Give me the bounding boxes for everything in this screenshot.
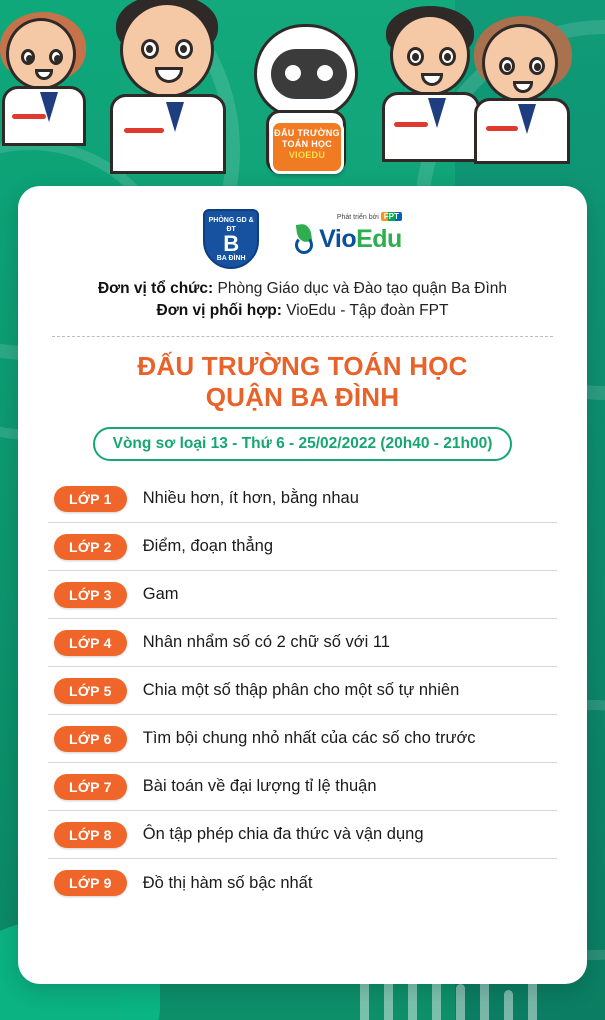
grade-topic-list bbox=[48, 475, 557, 907]
logo-row bbox=[48, 208, 557, 270]
fpt-tagline-text: Phát triển bởi bbox=[336, 214, 379, 221]
robot-head bbox=[254, 24, 358, 118]
list-item bbox=[48, 715, 557, 763]
organizer-block bbox=[48, 280, 557, 320]
vioedu-wordmark bbox=[319, 225, 402, 254]
grade-topic: Nhiều hơn, ít hơn, bằng nhau bbox=[142, 489, 359, 507]
list-item bbox=[48, 571, 557, 619]
grade-topic: Chia một số thập phân cho một số tự nhiên bbox=[142, 681, 460, 699]
seal-letter: B bbox=[223, 230, 240, 256]
grade-topic: Điểm, đoạn thẳng bbox=[142, 537, 274, 555]
grade-chip: LỚP 8 bbox=[54, 822, 127, 848]
ba-dinh-seal-icon bbox=[203, 209, 259, 269]
page-title-line-1: ĐẤU TRƯỜNG TOÁN HỌC bbox=[137, 351, 468, 381]
content-card bbox=[18, 186, 587, 984]
fpt-logo-icon: FPT bbox=[381, 212, 402, 221]
organizer-partner-label: Đơn vị phối hợp: bbox=[156, 302, 282, 319]
list-item bbox=[48, 811, 557, 859]
vioedu-logo bbox=[293, 212, 402, 254]
grade-topic: Tìm bội chung nhỏ nhất của các số cho trước bbox=[142, 729, 476, 747]
grade-chip: LỚP 4 bbox=[54, 630, 127, 656]
organizer-host-label: Đơn vị tổ chức: bbox=[97, 280, 214, 297]
student-illustration-2 bbox=[120, 2, 214, 98]
grade-topic: Nhân nhẩm số có 2 chữ số với 11 bbox=[142, 633, 390, 651]
grade-topic: Đồ thị hàm số bậc nhất bbox=[142, 873, 313, 892]
robot-mascot bbox=[246, 24, 366, 174]
grade-chip: LỚP 9 bbox=[54, 870, 127, 896]
divider bbox=[52, 336, 553, 337]
vioedu-mark-icon bbox=[293, 224, 315, 254]
grade-chip: LỚP 7 bbox=[54, 774, 127, 800]
badge-line-1: ĐẤU TRƯỜNG bbox=[274, 128, 340, 138]
round-badge: Vòng sơ loại 13 - Thứ 6 - 25/02/2022 (20h40 - 21h00) bbox=[93, 427, 513, 461]
seal-top-text: PHÒNG GD & ĐT bbox=[208, 216, 254, 233]
student-illustration-1 bbox=[6, 18, 76, 90]
page-title-line-2: QUẬN BA ĐÌNH bbox=[205, 382, 400, 412]
student-illustration-3 bbox=[390, 14, 470, 96]
student-illustration-4 bbox=[482, 24, 558, 102]
vioedu-vio: Vio bbox=[319, 225, 357, 253]
badge-line-3: VIOEDU bbox=[288, 150, 326, 160]
event-logo-badge bbox=[270, 120, 344, 174]
grade-chip: LỚP 1 bbox=[54, 486, 127, 512]
organizer-partner-row bbox=[48, 302, 557, 320]
grade-topic: Bài toán về đại lượng tỉ lệ thuận bbox=[142, 777, 377, 795]
organizer-host-row bbox=[48, 280, 557, 298]
list-item bbox=[48, 619, 557, 667]
list-item bbox=[48, 523, 557, 571]
page-title bbox=[48, 351, 557, 413]
fpt-tagline bbox=[337, 212, 402, 221]
organizer-partner-value: VioEdu - Tập đoàn FPT bbox=[286, 302, 449, 319]
list-item bbox=[48, 475, 557, 523]
list-item bbox=[48, 667, 557, 715]
list-item bbox=[48, 859, 557, 907]
grade-chip: LỚP 3 bbox=[54, 582, 127, 608]
grade-topic: Ôn tập phép chia đa thức và vận dụng bbox=[142, 825, 424, 843]
hero-illustration bbox=[0, 0, 605, 210]
organizer-host-value: Phòng Giáo dục và Đào tạo quận Ba Đình bbox=[217, 280, 508, 297]
robot-face bbox=[271, 49, 347, 99]
grade-topic: Gam bbox=[142, 585, 179, 603]
badge-line-2: TOÁN HỌC bbox=[281, 139, 333, 149]
list-item bbox=[48, 763, 557, 811]
seal-sub-text: BA ĐÌNH bbox=[216, 254, 246, 262]
grade-chip: LỚP 2 bbox=[54, 534, 127, 560]
vioedu-edu: Edu bbox=[356, 225, 402, 253]
grade-chip: LỚP 5 bbox=[54, 678, 127, 704]
grade-chip: LỚP 6 bbox=[54, 726, 127, 752]
